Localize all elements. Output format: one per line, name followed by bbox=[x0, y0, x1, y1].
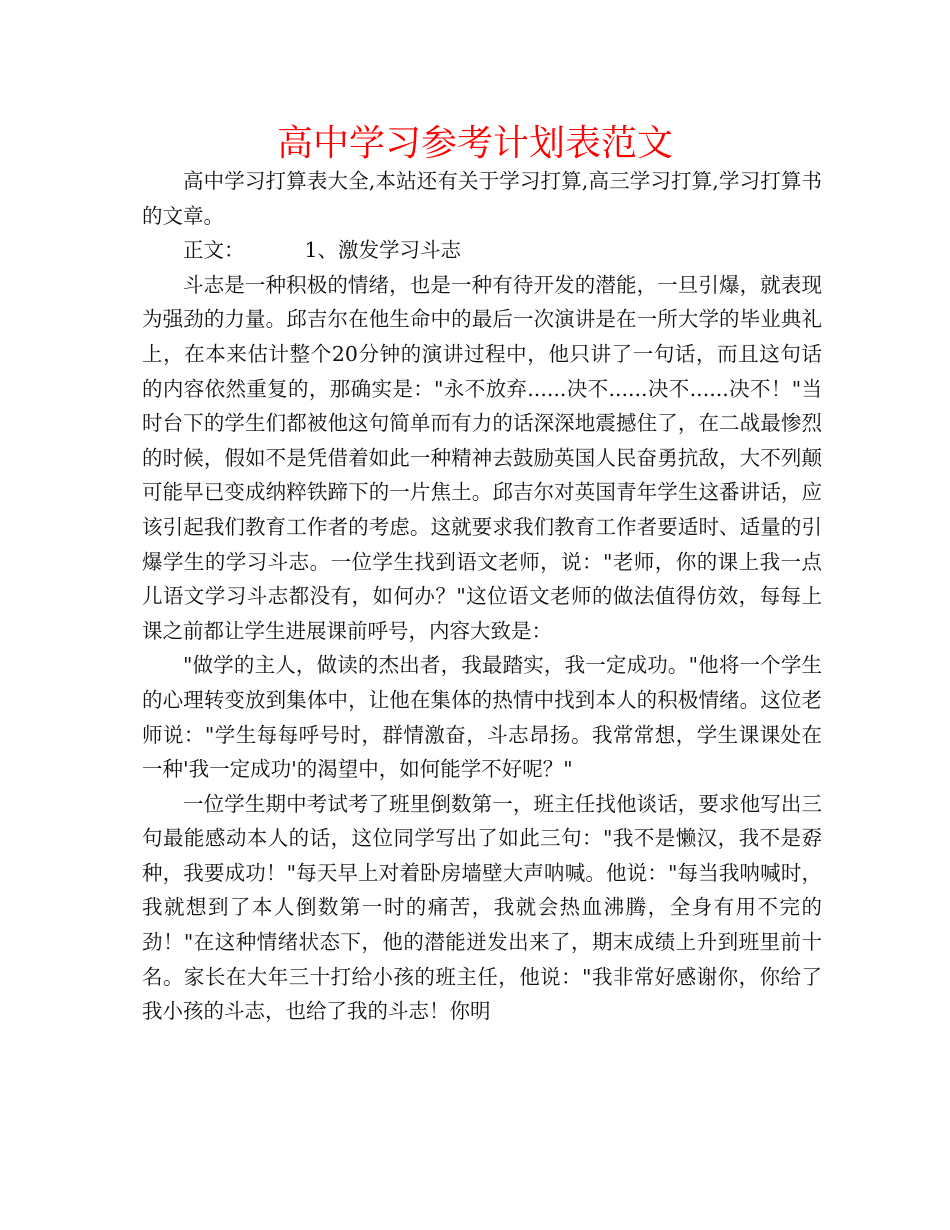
section-heading-line bbox=[142, 233, 822, 268]
body-paragraph: 斗志是一种积极的情绪，也是一种有待开发的潜能，一旦引爆，就表现为强劲的力量。邱吉尔在他生命中的最后一次演讲是在一所大学的毕业典礼上，在本来估计整个20分钟的演讲过程中，他只讲了一句话，而且这句话的内容依然重复的，那确实是："永不放弃......决不......决不......决不！"当时台下的学生们都被他这句简单而有力的话深深地震撼住了，在二战最惨烈的时候，假如不是凭借着如此一种精神去鼓励英国人民奋勇抗敌，大不列颠可能早已变成纳粹铁蹄下的一片焦土。邱吉尔对英国青年学生这番讲话，应该引起我们教育工作者的考虑。这就要求我们教育工作者要适时、适量的引爆学生的学习斗志。一位学生找到语文老师，说："老师，你的课上我一点儿语文学习斗志都没有，如何办？"这位语文老师的做法值得仿效，每每上课之前都让学生进展课前呼号，内容大致是： bbox=[142, 272, 822, 643]
body-paragraph: "做学的主人，做读的杰出者，我最踏实，我一定成功。"他将一个学生的心理转变放到集体中，让他在集体的热情中找到本人的积极情绪。这位老师说："学生每每呼号时，群情激奋，斗志昂扬。我常常想，学生课课处在一种'我一定成功'的渴望中，如何能学不好呢？" bbox=[142, 653, 822, 782]
section-label: 正文： bbox=[183, 238, 245, 263]
body-paragraph: 一位学生期中考试考了班里倒数第一，班主任找他谈话，要求他写出三句最能感动本人的话，这位同学写出了如此三句："我不是懒汉，我不是孬种，我要成功！"每天早上对着卧房墙壁大声呐喊。他说："每当我呐喊时，我就想到了本人倒数第一时的痛苦，我就会热血沸腾，全身有用不完的劲！"在这种情绪状态下，他的潜能迸发出来了，期末成绩上升到班里前十名。家长在大年三十打给小孩的班主任，他说："我非常好感谢你，你给了我小孩的斗志，也给了我的斗志！你明 bbox=[142, 791, 822, 1024]
section-heading: 1、激发学习斗志 bbox=[304, 238, 462, 263]
document-body bbox=[142, 164, 822, 1029]
document-title: 高中学习参考计划表范文 bbox=[276, 123, 673, 164]
intro-paragraph: 高中学习打算表大全,本站还有关于学习打算,高三学习打算,学习打算书的文章。 bbox=[142, 169, 822, 228]
